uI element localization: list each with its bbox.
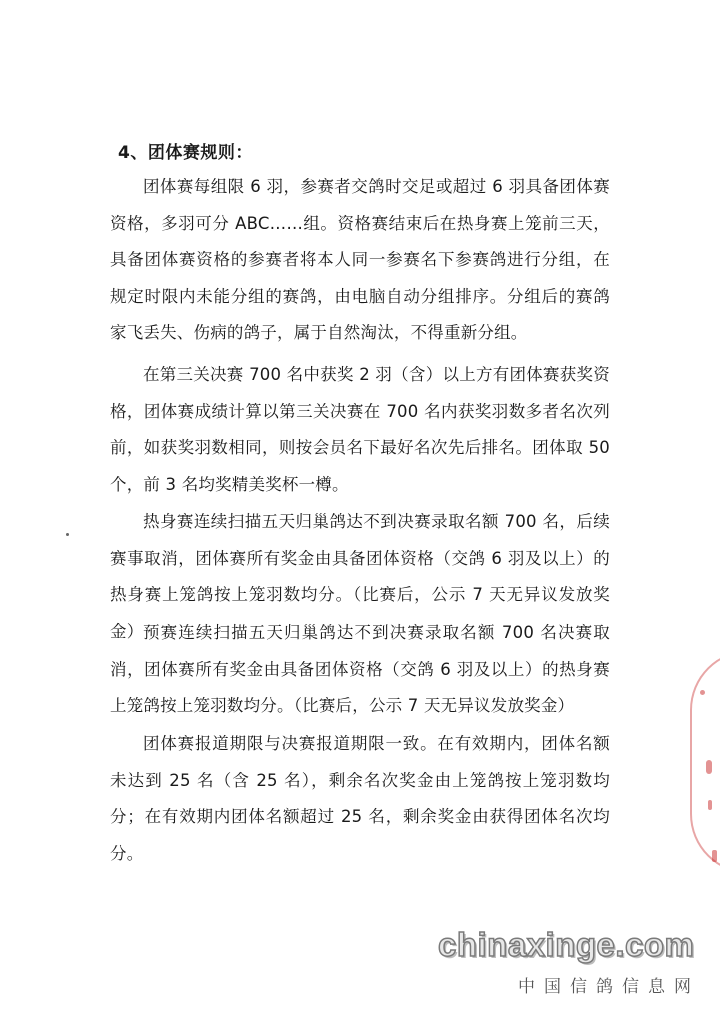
section-heading: 4、团体赛规则：	[118, 143, 253, 163]
site-watermark-cn: 中国信鸽信息网	[518, 977, 700, 997]
site-watermark: chinaxinge.com	[438, 926, 695, 963]
paragraph-warmup-cancellation: 热身赛连续扫描五天归巢鸽达不到决赛录取名额 700 名，后续赛事取消，团体赛所有奖金由具备团体资格（交鸽 6 羽及以上）的热身赛上笼鸽按上笼羽数均分。（比赛后，公示 7 天无异议发放奖金）	[110, 512, 610, 641]
seal-mark-icon	[706, 760, 712, 774]
scan-speck	[66, 533, 69, 536]
seal-mark-icon	[712, 850, 717, 862]
paragraph-prelim-cancellation: 预赛连续扫描五天归巢鸽达不到决赛录取名额 700 名决赛取消，团体赛所有奖金由具备团体资格（交鸽 6 羽及以上）的热身赛上笼鸽按上笼羽数均分。（比赛后，公示 7 天无异议发放奖金）	[110, 623, 610, 715]
seal-star-icon	[700, 690, 705, 695]
red-seal-stamp	[690, 650, 720, 874]
seal-mark-icon	[708, 800, 712, 810]
paragraph-award-eligibility: 在第三关决赛 700 名中获奖 2 羽（含）以上方有团体赛获奖资格，团体赛成绩计算以第三关决赛在 700 名内获奖羽数多者名次列前，如获奖羽数相同，则按会员名下最好名次先后排名。团体取 50 个，前 3 名均奖精美奖杯一樽。	[110, 365, 610, 494]
paragraph-team-grouping: 团体赛每组限 6 羽，参赛者交鸽时交足或超过 6 羽具备团体赛资格，多羽可分 ABC……组。资格赛结束后在热身赛上笼前三天，具备团体赛资格的参赛者将本人同一参赛名下参赛鸽进行分组，在规定时限内未能分组的赛鸽，由电脑自动分组排序。分组后的赛鸽家飞丢失、伤病的鸽子，属于自然淘汰，不得重新分组。	[110, 177, 610, 342]
paragraph-registration-deadline: 团体赛报道期限与决赛报道期限一致。在有效期内，团体名额未达到 25 名（含 25 名），剩余名次奖金由上笼鸽按上笼羽数均分；在有效期内团体名额超过 25 名，剩余奖金由获得团体名次均分。	[110, 734, 610, 863]
